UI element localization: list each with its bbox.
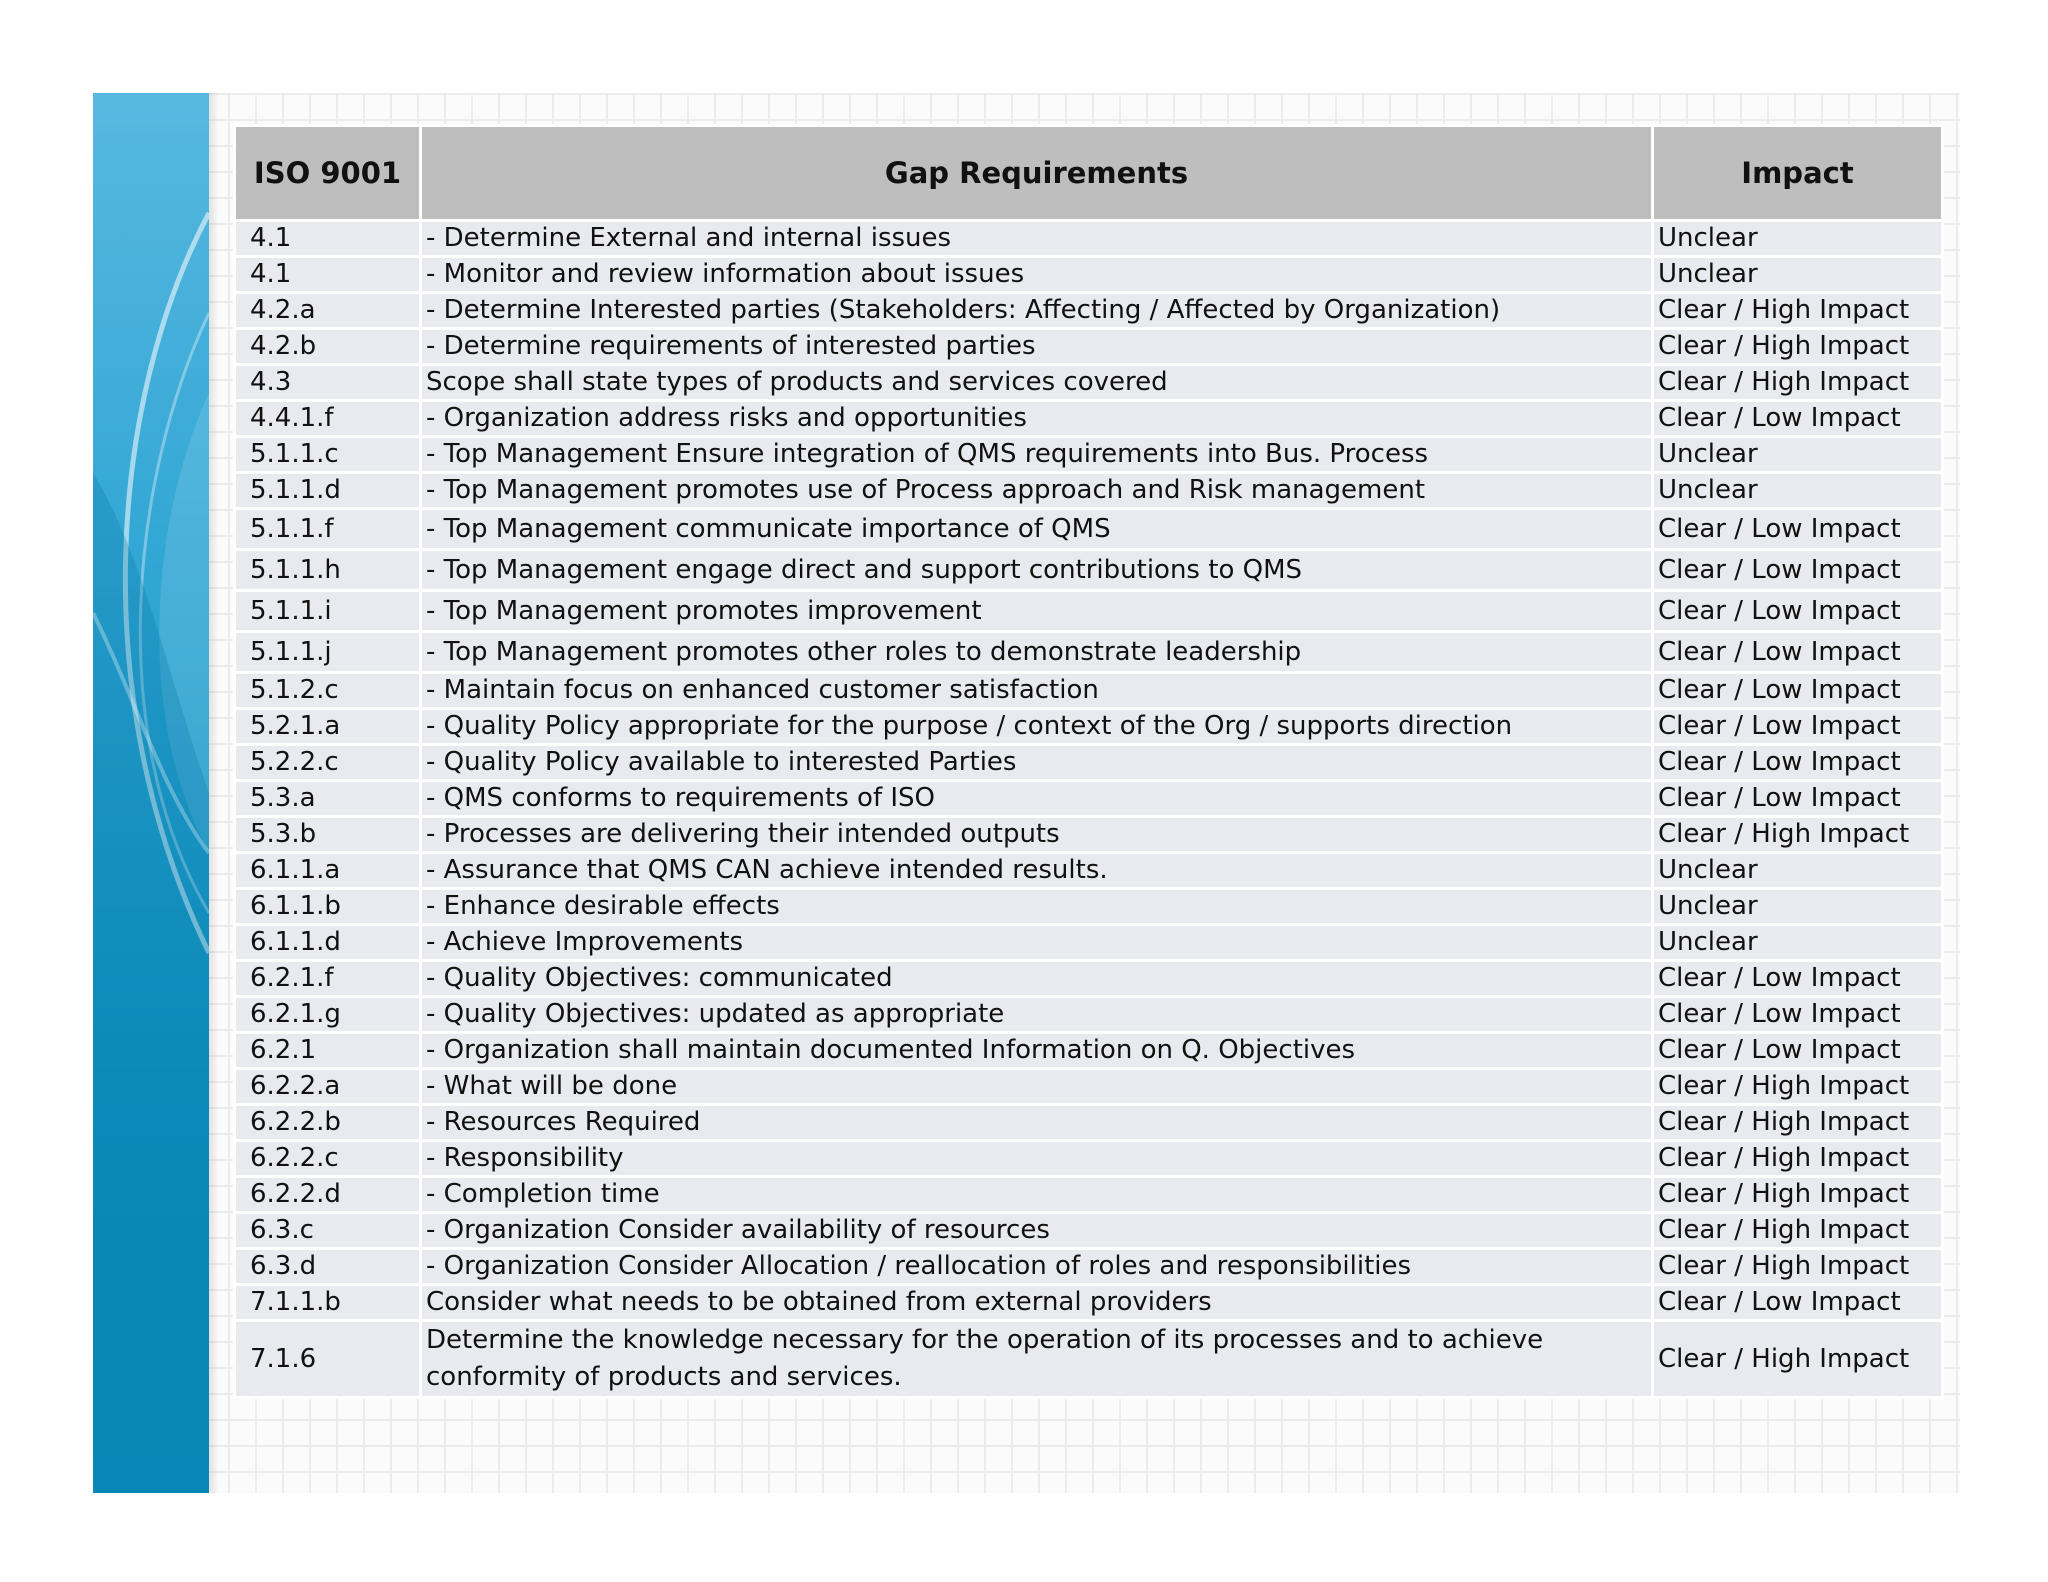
iso-clause: 6.2.1.g: [235, 997, 421, 1033]
gap-requirement: - Quality Objectives: updated as appropriate: [421, 997, 1653, 1033]
header-impact: Impact: [1653, 126, 1943, 221]
impact-value: Clear / Low Impact: [1653, 709, 1943, 745]
table-row: [235, 591, 1943, 632]
impact-value: Clear / High Impact: [1653, 329, 1943, 365]
iso-clause: 6.2.2.d: [235, 1177, 421, 1213]
gap-requirement: - Quality Policy appropriate for the purpose / context of the Org / supports direction: [421, 709, 1653, 745]
decorative-swoosh-graphic: [93, 93, 209, 1493]
impact-value: Unclear: [1653, 437, 1943, 473]
table-row: [235, 401, 1943, 437]
table-row: [235, 221, 1943, 257]
iso-clause: 4.3: [235, 365, 421, 401]
iso-clause: 6.3.d: [235, 1249, 421, 1285]
impact-value: Clear / Low Impact: [1653, 961, 1943, 997]
impact-value: Clear / Low Impact: [1653, 591, 1943, 632]
impact-value: Unclear: [1653, 925, 1943, 961]
iso-clause: 4.1: [235, 257, 421, 293]
impact-value: Clear / Low Impact: [1653, 997, 1943, 1033]
impact-value: Clear / Low Impact: [1653, 401, 1943, 437]
gap-requirement: - Quality Objectives: communicated: [421, 961, 1653, 997]
gap-requirement: - Top Management Ensure integration of QMS requirements into Bus. Process: [421, 437, 1653, 473]
gap-requirement: - Monitor and review information about issues: [421, 257, 1653, 293]
gap-requirements-table: [233, 124, 1944, 1399]
gap-requirement: - Organization address risks and opportunities: [421, 401, 1653, 437]
impact-value: Clear / High Impact: [1653, 1105, 1943, 1141]
gap-requirement: - Organization Consider availability of resources: [421, 1213, 1653, 1249]
table-row: [235, 632, 1943, 673]
impact-value: Unclear: [1653, 473, 1943, 509]
iso-clause: 4.4.1.f: [235, 401, 421, 437]
iso-clause: 5.3.b: [235, 817, 421, 853]
impact-value: Clear / High Impact: [1653, 365, 1943, 401]
iso-clause: 4.2.b: [235, 329, 421, 365]
impact-value: Clear / High Impact: [1653, 1069, 1943, 1105]
gap-requirement: - Organization Consider Allocation / reallocation of roles and responsibilities: [421, 1249, 1653, 1285]
iso-clause: 5.1.1.c: [235, 437, 421, 473]
gap-requirement: Determine the knowledge necessary for the operation of its processes and to achieve conformity of products and services.: [421, 1321, 1653, 1398]
table-row: [235, 1213, 1943, 1249]
gap-requirement: - Assurance that QMS CAN achieve intended results.: [421, 853, 1653, 889]
table-row: [235, 925, 1943, 961]
table-row: [235, 473, 1943, 509]
iso-clause: 6.1.1.a: [235, 853, 421, 889]
gap-requirement: - QMS conforms to requirements of ISO: [421, 781, 1653, 817]
table-row: [235, 1105, 1943, 1141]
gap-requirement: - Enhance desirable effects: [421, 889, 1653, 925]
impact-value: Clear / Low Impact: [1653, 509, 1943, 550]
impact-value: Clear / High Impact: [1653, 1249, 1943, 1285]
iso-clause: 6.1.1.b: [235, 889, 421, 925]
impact-value: Clear / High Impact: [1653, 1177, 1943, 1213]
table-row: [235, 329, 1943, 365]
impact-value: Clear / Low Impact: [1653, 632, 1943, 673]
impact-value: Unclear: [1653, 853, 1943, 889]
impact-value: Clear / Low Impact: [1653, 673, 1943, 709]
band-shadow: [209, 93, 219, 1493]
iso-clause: 5.1.1.j: [235, 632, 421, 673]
impact-value: Unclear: [1653, 889, 1943, 925]
table-row: [235, 961, 1943, 997]
gap-requirement: - Determine External and internal issues: [421, 221, 1653, 257]
iso-clause: 6.2.1: [235, 1033, 421, 1069]
impact-value: Clear / High Impact: [1653, 1141, 1943, 1177]
table-row: [235, 365, 1943, 401]
impact-value: Unclear: [1653, 257, 1943, 293]
iso-clause: 6.3.c: [235, 1213, 421, 1249]
iso-clause: 4.1: [235, 221, 421, 257]
header-gap-requirements: Gap Requirements: [421, 126, 1653, 221]
iso-clause: 5.3.a: [235, 781, 421, 817]
impact-value: Clear / Low Impact: [1653, 550, 1943, 591]
gap-requirement: - Completion time: [421, 1177, 1653, 1213]
impact-value: Unclear: [1653, 221, 1943, 257]
table-row: [235, 673, 1943, 709]
table-row: [235, 1249, 1943, 1285]
gap-requirement: - Top Management engage direct and support contributions to QMS: [421, 550, 1653, 591]
table-row: [235, 550, 1943, 591]
iso-clause: 5.1.1.h: [235, 550, 421, 591]
gap-requirement: - What will be done: [421, 1069, 1653, 1105]
iso-clause: 5.1.1.d: [235, 473, 421, 509]
iso-clause: 4.2.a: [235, 293, 421, 329]
table-row: [235, 1285, 1943, 1321]
gap-requirement: Consider what needs to be obtained from external providers: [421, 1285, 1653, 1321]
table-row: [235, 889, 1943, 925]
impact-value: Clear / Low Impact: [1653, 1033, 1943, 1069]
gap-requirement: - Determine Interested parties (Stakeholders: Affecting / Affected by Organization): [421, 293, 1653, 329]
iso-clause: 7.1.6: [235, 1321, 421, 1398]
table-row: [235, 293, 1943, 329]
iso-clause: 5.2.2.c: [235, 745, 421, 781]
gap-requirement: - Top Management promotes use of Process approach and Risk management: [421, 473, 1653, 509]
iso-clause: 5.1.1.i: [235, 591, 421, 632]
table-row: [235, 817, 1943, 853]
gap-requirement: - Achieve Improvements: [421, 925, 1653, 961]
table-header-row: [235, 126, 1943, 221]
table-row: [235, 1069, 1943, 1105]
gap-requirement: - Determine requirements of interested parties: [421, 329, 1653, 365]
header-iso-9001: ISO 9001: [235, 126, 421, 221]
gap-requirement: - Top Management promotes improvement: [421, 591, 1653, 632]
impact-value: Clear / Low Impact: [1653, 1285, 1943, 1321]
gap-requirement: Scope shall state types of products and services covered: [421, 365, 1653, 401]
table-row: [235, 1141, 1943, 1177]
table-row: [235, 1033, 1943, 1069]
table-row: [235, 853, 1943, 889]
iso-clause: 5.1.2.c: [235, 673, 421, 709]
table-row: [235, 709, 1943, 745]
gap-requirement: - Maintain focus on enhanced customer satisfaction: [421, 673, 1653, 709]
iso-clause: 5.2.1.a: [235, 709, 421, 745]
table-row: [235, 509, 1943, 550]
table-row: [235, 437, 1943, 473]
table-row: [235, 1177, 1943, 1213]
impact-value: Clear / High Impact: [1653, 293, 1943, 329]
table-row: [235, 1321, 1943, 1398]
slide: [93, 93, 1960, 1493]
iso-clause: 6.2.1.f: [235, 961, 421, 997]
gap-requirement: - Processes are delivering their intended outputs: [421, 817, 1653, 853]
iso-clause: 6.2.2.a: [235, 1069, 421, 1105]
gap-requirement: - Resources Required: [421, 1105, 1653, 1141]
impact-value: Clear / High Impact: [1653, 1321, 1943, 1398]
gap-requirement: - Organization shall maintain documented Information on Q. Objectives: [421, 1033, 1653, 1069]
table-row: [235, 997, 1943, 1033]
table-row: [235, 781, 1943, 817]
iso-clause: 5.1.1.f: [235, 509, 421, 550]
iso-clause: 7.1.1.b: [235, 1285, 421, 1321]
decorative-band: [93, 93, 209, 1493]
table-row: [235, 257, 1943, 293]
gap-requirement: - Top Management communicate importance of QMS: [421, 509, 1653, 550]
iso-clause: 6.2.2.b: [235, 1105, 421, 1141]
gap-requirement: - Quality Policy available to interested Parties: [421, 745, 1653, 781]
impact-value: Clear / High Impact: [1653, 817, 1943, 853]
impact-value: Clear / High Impact: [1653, 1213, 1943, 1249]
impact-value: Clear / Low Impact: [1653, 745, 1943, 781]
iso-clause: 6.2.2.c: [235, 1141, 421, 1177]
table-row: [235, 745, 1943, 781]
iso-clause: 6.1.1.d: [235, 925, 421, 961]
gap-requirement: - Top Management promotes other roles to demonstrate leadership: [421, 632, 1653, 673]
impact-value: Clear / Low Impact: [1653, 781, 1943, 817]
gap-requirement: - Responsibility: [421, 1141, 1653, 1177]
